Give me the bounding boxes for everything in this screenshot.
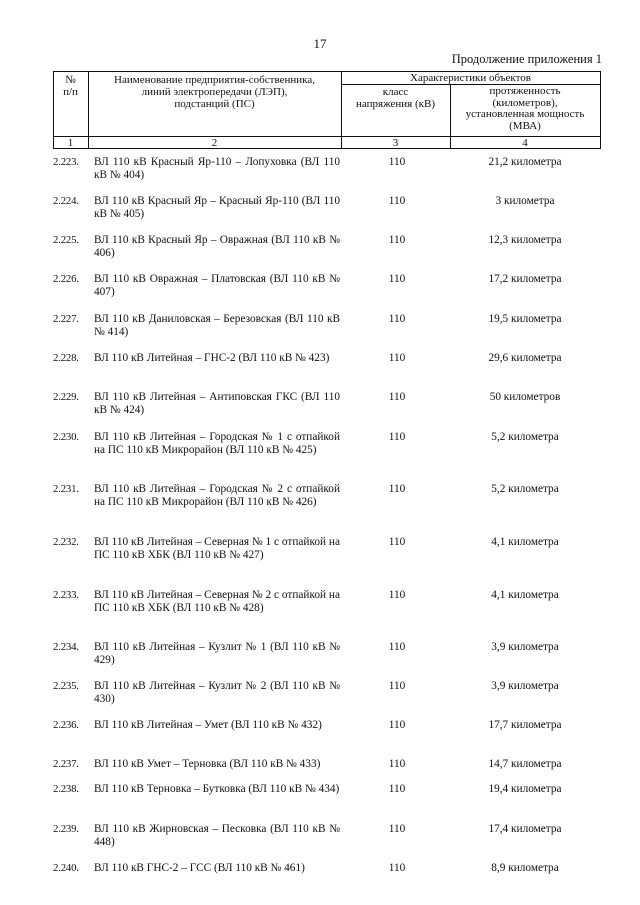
header-characteristics: Характеристики объектов xyxy=(410,72,531,84)
row-name: ВЛ 110 кВ Литейная – Городская № 2 с отпайкой на ПС 110 кВ Микрорайон (ВЛ 110 кВ № 426) xyxy=(94,483,340,508)
row-voltage: 110 xyxy=(388,862,406,874)
row-length: 5,2 километра xyxy=(491,431,559,443)
header-number: № п/п xyxy=(63,74,78,98)
row-length: 19,5 километра xyxy=(488,313,562,325)
page-number: 17 xyxy=(313,36,327,51)
row-length: 4,1 километра xyxy=(491,589,559,601)
row-number: 2.223. xyxy=(53,156,79,168)
row-number: 2.238. xyxy=(53,783,79,795)
row-name: ВЛ 110 кВ Терновка – Бутковка (ВЛ 110 кВ № 434) xyxy=(94,783,340,795)
row-voltage: 110 xyxy=(388,391,406,403)
row-number: 2.232. xyxy=(53,536,79,548)
row-name: ВЛ 110 кВ Литейная – Умет (ВЛ 110 кВ № 432) xyxy=(94,719,322,731)
header-length: протяженность (километров), установленная мощность (МВА) xyxy=(465,85,585,132)
row-name: ВЛ 110 кВ Умет – Терновка (ВЛ 110 кВ № 433) xyxy=(94,758,321,770)
row-length: 19,4 километра xyxy=(488,783,562,795)
row-number: 2.233. xyxy=(53,589,79,601)
row-voltage: 110 xyxy=(388,641,406,653)
row-length: 4,1 километра xyxy=(491,536,559,548)
row-voltage: 110 xyxy=(388,234,406,246)
row-name: ВЛ 110 кВ Литейная – Антиповская ГКС (ВЛ 110 кВ № 424) xyxy=(94,391,340,416)
row-length: 17,4 километра xyxy=(488,823,562,835)
row-length: 29,6 километра xyxy=(488,352,562,364)
row-number: 2.235. xyxy=(53,680,79,692)
row-voltage: 110 xyxy=(388,680,406,692)
row-name: ВЛ 110 кВ Овражная – Платовская (ВЛ 110 кВ № 407) xyxy=(94,273,340,298)
row-number: 2.225. xyxy=(53,234,79,246)
row-number: 2.234. xyxy=(53,641,79,653)
row-number: 2.239. xyxy=(53,823,79,835)
row-length: 3 километра xyxy=(495,195,555,207)
row-name: ВЛ 110 кВ Жирновская – Песковка (ВЛ 110 кВ № 448) xyxy=(94,823,340,848)
row-name: ВЛ 110 кВ Литейная – Кузлит № 1 (ВЛ 110 кВ № 429) xyxy=(94,641,340,666)
row-voltage: 110 xyxy=(388,431,406,443)
row-voltage: 110 xyxy=(388,195,406,207)
row-number: 2.227. xyxy=(53,313,79,325)
row-number: 2.231. xyxy=(53,483,79,495)
row-name: ВЛ 110 кВ Красный Яр – Овражная (ВЛ 110 кВ № 406) xyxy=(94,234,340,259)
header-voltage: класс напряжения (кВ) xyxy=(356,86,435,110)
row-length: 3,9 километра xyxy=(491,641,559,653)
row-voltage: 110 xyxy=(388,273,406,285)
row-voltage: 110 xyxy=(388,483,406,495)
row-name: ВЛ 110 кВ Литейная – Городская № 1 с отпайкой на ПС 110 кВ Микрорайон (ВЛ 110 кВ № 425) xyxy=(94,431,340,456)
row-length: 12,3 километра xyxy=(488,234,562,246)
row-voltage: 110 xyxy=(388,758,406,770)
header-name: Наименование предприятия-собственника, линий электропередачи (ЛЭП), подстанций (ПС) xyxy=(114,74,315,110)
row-number: 2.237. xyxy=(53,758,79,770)
row-length: 50 километров xyxy=(489,391,561,403)
row-number: 2.228. xyxy=(53,352,79,364)
continuation-label: Продолжение приложения 1 xyxy=(451,52,602,66)
row-length: 17,2 километра xyxy=(488,273,562,285)
row-name: ВЛ 110 кВ Литейная – Кузлит № 2 (ВЛ 110 кВ № 430) xyxy=(94,680,340,705)
row-name: ВЛ 110 кВ Красный Яр – Красный Яр-110 (ВЛ 110 кВ № 405) xyxy=(94,195,340,220)
row-voltage: 110 xyxy=(388,313,406,325)
row-length: 21,2 километра xyxy=(488,156,562,168)
row-voltage: 110 xyxy=(388,783,406,795)
row-length: 17,7 километра xyxy=(488,719,562,731)
row-voltage: 110 xyxy=(388,352,406,364)
row-voltage: 110 xyxy=(388,156,406,168)
row-name: ВЛ 110 кВ Красный Яр-110 – Лопуховка (ВЛ 110 кВ № 404) xyxy=(94,156,340,181)
row-name: ВЛ 110 кВ Даниловская – Березовская (ВЛ 110 кВ № 414) xyxy=(94,313,340,338)
column-number-3: 3 xyxy=(392,137,399,149)
row-number: 2.236. xyxy=(53,719,79,731)
row-number: 2.229. xyxy=(53,391,79,403)
row-number: 2.230. xyxy=(53,431,79,443)
row-voltage: 110 xyxy=(388,589,406,601)
row-length: 3,9 километра xyxy=(491,680,559,692)
row-number: 2.240. xyxy=(53,862,79,874)
column-number-4: 4 xyxy=(522,137,528,149)
row-length: 5,2 километра xyxy=(491,483,559,495)
row-number: 2.226. xyxy=(53,273,79,285)
row-length: 8,9 километра xyxy=(491,862,559,874)
row-name: ВЛ 110 кВ Литейная – Северная № 2 с отпайкой на ПС 110 кВ ХБК (ВЛ 110 кВ № 428) xyxy=(94,589,340,614)
row-name: ВЛ 110 кВ Литейная – Северная № 1 с отпайкой на ПС 110 кВ ХБК (ВЛ 110 кВ № 427) xyxy=(94,536,340,561)
row-name: ВЛ 110 кВ Литейная – ГНС-2 (ВЛ 110 кВ № 423) xyxy=(94,352,330,364)
row-length: 14,7 километра xyxy=(488,758,562,770)
column-number-2: 2 xyxy=(211,137,218,149)
row-voltage: 110 xyxy=(388,719,406,731)
row-name: ВЛ 110 кВ ГНС-2 – ГСС (ВЛ 110 кВ № 461) xyxy=(94,862,305,874)
row-number: 2.224. xyxy=(53,195,79,207)
row-voltage: 110 xyxy=(388,823,406,835)
column-number-1: 1 xyxy=(67,137,74,149)
row-voltage: 110 xyxy=(388,536,406,548)
